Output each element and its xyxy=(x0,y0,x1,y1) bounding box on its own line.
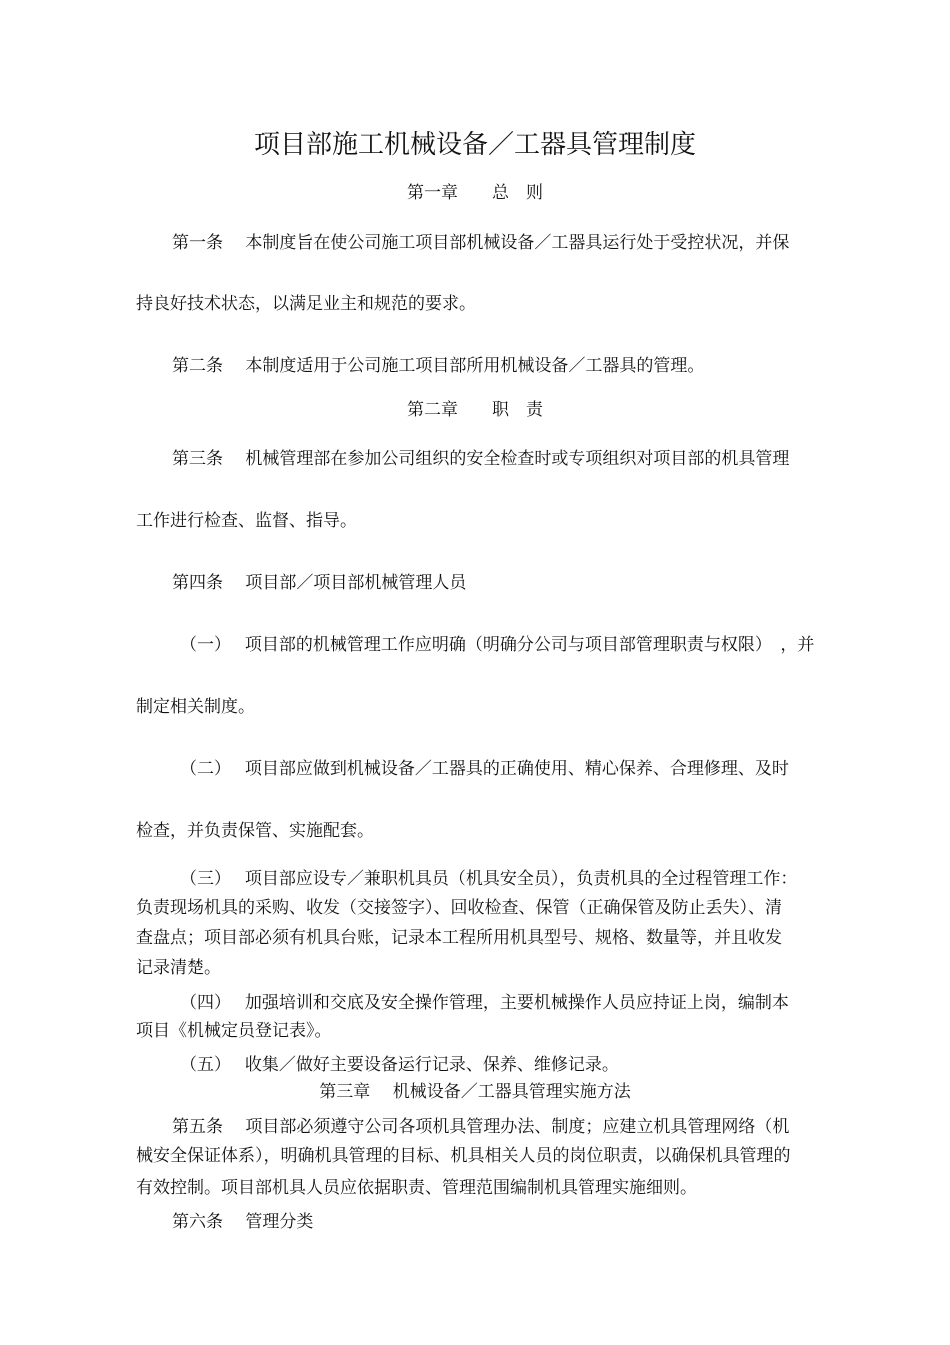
item-3-line-2: 负责现场机具的采购、收发（交接签字）、回收检查、保管（正确保管及防止丢失）、清 xyxy=(136,898,782,918)
item-4-line-2: 项目《机械定员登记表》。 xyxy=(136,1021,332,1041)
item-3-line-3: 查盘点；项目部必须有机具台账，记录本工程所用机具型号、规格、数量等，并且收发 xyxy=(136,928,782,948)
article-5-line-2: 械安全保证体系），明确机具管理的目标、机具相关人员的岗位职责，以确保机具管理的 xyxy=(136,1146,791,1166)
item-2-line-2: 检查，并负责保管、实施配套。 xyxy=(136,821,374,841)
chapter-1-heading: 第一章 总 则 xyxy=(407,183,543,203)
item-1-line-2: 制定相关制度。 xyxy=(136,697,255,717)
document-title: 项目部施工机械设备／工器具管理制度 xyxy=(253,130,696,160)
item-4-line-1: （四） 加强培训和交底及安全操作管理，主要机械操作人员应持证上岗，编制本 xyxy=(180,993,789,1013)
article-4: 第四条 项目部／项目部机械管理人员 xyxy=(172,573,467,593)
chapter-3-heading: 第三章 机械设备／工器具管理实施方法 xyxy=(319,1082,631,1102)
article-2: 第二条 本制度适用于公司施工项目部所用机械设备／工器具的管理。 xyxy=(172,356,705,376)
article-3-line-1: 第三条 机械管理部在参加公司组织的安全检查时或专项组织对项目部的机具管理 xyxy=(172,449,790,469)
item-5: （五） 收集／做好主要设备运行记录、保养、维修记录。 xyxy=(180,1055,619,1075)
article-3-line-2: 工作进行检查、监督、指导。 xyxy=(136,511,357,531)
item-3-line-1: （三） 项目部应设专／兼职机具员（机具安全员），负责机具的全过程管理工作： xyxy=(180,869,798,889)
chapter-2-heading: 第二章 职 责 xyxy=(407,400,543,420)
item-2-line-1: （二） 项目部应做到机械设备／工器具的正确使用、精心保养、合理修理、及时 xyxy=(180,759,789,779)
item-3-line-4: 记录清楚。 xyxy=(136,958,221,978)
item-1-line-1: （一） 项目部的机械管理工作应明确（明确分公司与项目部管理职责与权限） ，并 xyxy=(180,635,815,655)
article-6: 第六条 管理分类 xyxy=(172,1212,314,1232)
article-1-line-2: 持良好技术状态，以满足业主和规范的要求。 xyxy=(136,294,476,314)
article-1-line-1: 第一条 本制度旨在使公司施工项目部机械设备／工器具运行处于受控状况，并保 xyxy=(172,233,790,253)
article-5-line-1: 第五条 项目部必须遵守公司各项机具管理办法、制度；应建立机具管理网络（机 xyxy=(172,1117,790,1137)
article-5-line-3: 有效控制。项目部机具人员应依据职责、管理范围编制机具管理实施细则。 xyxy=(136,1178,697,1198)
